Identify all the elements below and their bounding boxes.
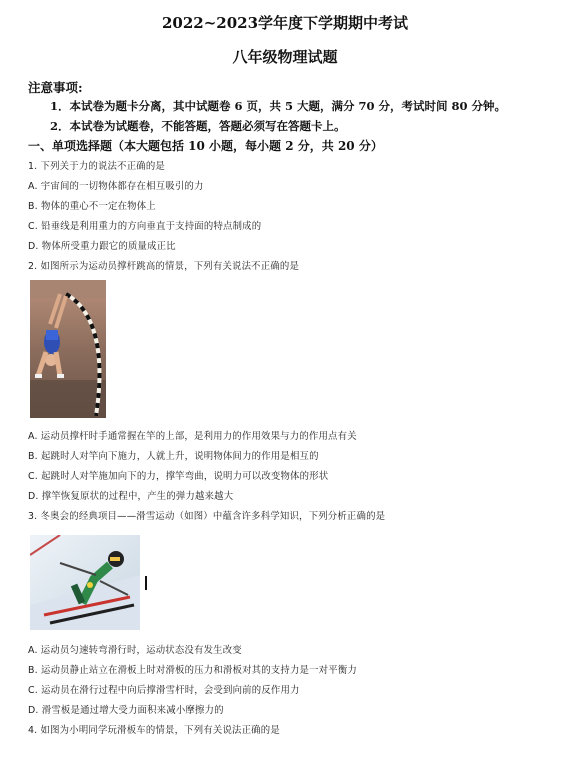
question-1-option-c: C. 铅垂线是利用重力的方向垂直于支持面的特点制成的	[28, 221, 262, 232]
question-2-option-a: A. 运动员撑杆时手通常握在竿的上部，是利用力的作用效果与力的作用点有关	[28, 431, 357, 442]
question-3-option-a: A. 运动员匀速转弯滑行时，运动状态没有发生改变	[28, 645, 242, 656]
exam-title: 2022~2023学年度下学期期中考试	[161, 14, 409, 32]
question-2-option-c: C. 起跳时人对竿施加向下的力，撑竿弯曲，说明力可以改变物体的形状	[28, 471, 329, 482]
question-2-stem: 2. 如图所示为运动员撑杆跳高的情景，下列有关说法不正确的是	[28, 261, 300, 272]
notice-item-1: 1．本试卷为题卡分离，其中试题卷 6 页，共 5 大题，满分 70 分，考试时间 80 分钟。	[50, 99, 507, 113]
question-3-option-d: D. 滑雪板是通过增大受力面积来减小摩擦力的	[28, 705, 224, 716]
question-1-option-d: D. 物体所受重力跟它的质量成正比	[28, 241, 176, 252]
skiing-image	[30, 535, 140, 630]
text-cursor	[145, 576, 147, 590]
exam-subtitle: 八年级物理试题	[232, 48, 338, 66]
section-heading: 一、单项选择题（本大题包括 10 小题，每小题 2 分，共 20 分）	[28, 139, 383, 153]
question-1-stem: 1. 下列关于力的说法不正确的是	[28, 161, 166, 172]
notice-heading: 注意事项:	[28, 80, 83, 95]
question-1-option-b: B. 物体的重心不一定在物体上	[28, 201, 156, 212]
notice-item-2: 2．本试卷为试题卷，不能答题，答题必须写在答题卡上。	[50, 119, 346, 133]
question-3-option-b: B. 运动员静止站立在滑板上时对滑板的压力和滑板对其的支持力是一对平衡力	[28, 665, 357, 676]
question-3-option-c: C. 运动员在滑行过程中向后撑滑雪杆时，会受到向前的反作用力	[28, 685, 300, 696]
question-2-option-b: B. 起跳时人对竿向下施力，人就上升，说明物体间力的作用是相互的	[28, 451, 319, 462]
question-3-stem: 3. 冬奥会的经典项目——滑雪运动（如图）中蕴含许多科学知识，下列分析正确的是	[28, 511, 386, 522]
pole-vault-image	[30, 280, 106, 418]
question-1-option-a: A. 宇宙间的一切物体都存在相互吸引的力	[28, 181, 204, 192]
question-2-option-d: D. 撑竿恢复原状的过程中，产生的弹力越来越大	[28, 491, 234, 502]
question-4-stem: 4. 如图为小明同学玩滑板车的情景，下列有关说法正确的是	[28, 725, 280, 736]
